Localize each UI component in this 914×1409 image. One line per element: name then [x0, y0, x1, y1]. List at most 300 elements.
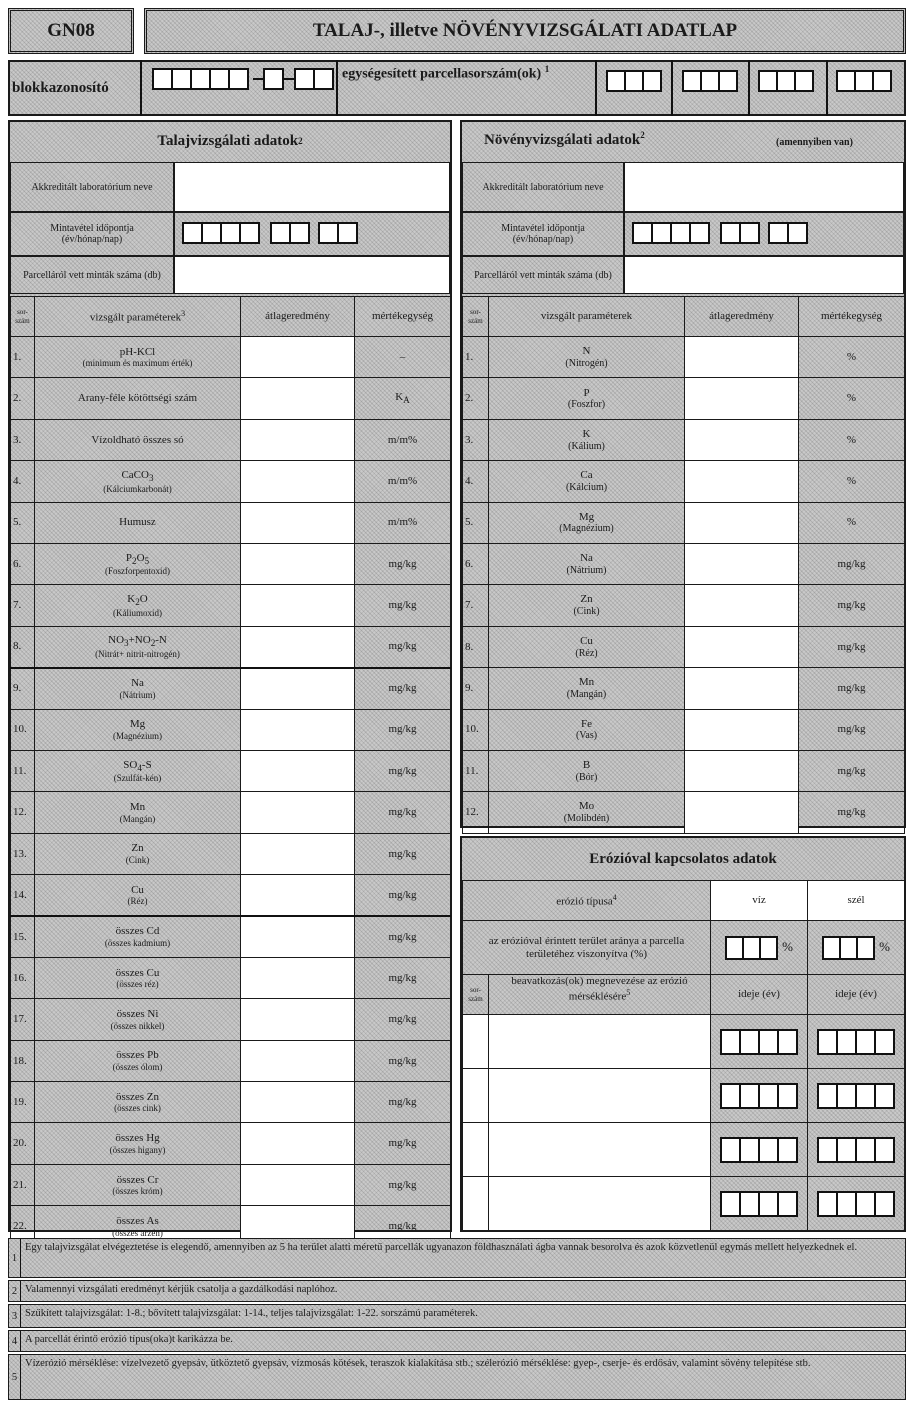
soil-row-unit: mg/kg	[355, 1082, 451, 1123]
soil-row-result-input[interactable]	[241, 957, 355, 998]
plant-row-param	[489, 419, 685, 460]
erosion-time-wind: ideje (év)	[808, 975, 905, 1015]
soil-row-unit: mg/kg	[355, 875, 451, 916]
plant-row-name: Mn	[578, 676, 595, 689]
soil-row-param	[35, 337, 241, 378]
plant-row	[463, 543, 905, 584]
soil-row-name: $K_2O$	[127, 593, 148, 608]
plant-row	[463, 419, 905, 460]
plant-row	[463, 750, 905, 791]
soil-row	[11, 1164, 451, 1205]
soil-row	[11, 626, 451, 667]
soil-date-label-text: Mintavétel időpontja (év/hónap/nap)	[50, 223, 134, 245]
erosion-measure-name-input[interactable]	[489, 1123, 711, 1177]
plant-row-sub: (Vas)	[575, 730, 598, 742]
soil-lab-label	[10, 162, 174, 212]
soil-row-sub: (Réz)	[127, 896, 148, 907]
soil-title-text: Talajvizsgálati adatok	[157, 132, 299, 149]
soil-samples-input[interactable]	[174, 256, 450, 294]
erosion-measure-wind-year-input[interactable]	[810, 1083, 902, 1109]
plant-row-result-input[interactable]	[685, 792, 799, 833]
soil-row-name: összes Ni	[116, 1007, 159, 1020]
soil-row-unit: m/m%	[355, 419, 451, 460]
soil-row-unit: $K_A$	[355, 378, 451, 419]
erosion-measure-sup: 5	[626, 987, 631, 997]
soil-row-param	[35, 833, 241, 874]
soil-row-result-input[interactable]	[241, 585, 355, 626]
soil-samples-label	[10, 256, 174, 294]
plant-row-unit: %	[799, 502, 905, 543]
footnote-num: 5	[9, 1355, 21, 1399]
soil-row-unit: m/m%	[355, 502, 451, 543]
soil-row-name: Humusz	[119, 516, 156, 529]
parcel-input-4[interactable]	[836, 70, 892, 92]
footnote-num: 1	[9, 1239, 21, 1277]
erosion-measure-water-year-input[interactable]	[713, 1029, 805, 1055]
footnote-4	[8, 1330, 906, 1352]
soil-row-name: összes Hg	[115, 1132, 160, 1145]
footnote-text: Szűkített talajvizsgálat: 1-8.; bővített talajvizsgálat: 1-14., teljes talajvizsgálat: 1-22. sorszámú paraméterek.	[25, 1308, 478, 1319]
erosion-ratio-label: az erózióval érintett terület aránya a parcella területéhez viszonyítva (%)	[463, 921, 711, 975]
plant-row	[463, 626, 905, 667]
soil-row-sub: (Magnézium)	[113, 730, 162, 741]
footnote-num: 3	[9, 1305, 21, 1327]
plant-row-unit: mg/kg	[799, 543, 905, 584]
soil-row	[11, 585, 451, 626]
plant-row-name: B	[582, 759, 591, 772]
plant-date-label	[462, 212, 624, 256]
soil-row-param	[35, 585, 241, 626]
soil-row-result-input[interactable]	[241, 875, 355, 916]
plant-row-param	[489, 792, 685, 833]
soil-row-unit: mg/kg	[355, 750, 451, 791]
soil-row-name: $SO_4-S$	[123, 758, 152, 773]
plant-row-name: Fe	[581, 717, 592, 730]
soil-date-day[interactable]	[318, 222, 358, 244]
plant-row	[463, 461, 905, 502]
soil-row-result-input[interactable]	[241, 543, 355, 584]
plant-row-unit: mg/kg	[799, 709, 905, 750]
erosion-measure-wind-cell	[808, 1123, 905, 1177]
soil-row-num: 5.	[11, 502, 35, 543]
soil-row-name: pH-KCl	[119, 345, 156, 358]
plant-row-result-input[interactable]	[685, 502, 799, 543]
soil-row-num: 9.	[11, 668, 35, 709]
soil-row-unit: mg/kg	[355, 543, 451, 584]
soil-row-num: 3.	[11, 419, 35, 460]
soil-row-param	[35, 1082, 241, 1123]
soil-row-param	[35, 502, 241, 543]
erosion-percent-water: %	[782, 939, 793, 955]
form-code-text: GN08	[47, 20, 95, 41]
plant-lab-label	[462, 162, 624, 212]
erosion-measure-water-year-input[interactable]	[713, 1137, 805, 1163]
erosion-table	[462, 880, 905, 1231]
plant-row	[463, 792, 905, 833]
soil-row-name: Zn	[131, 842, 144, 855]
soil-row-param	[35, 668, 241, 709]
soil-row-unit: mg/kg	[355, 668, 451, 709]
soil-row	[11, 709, 451, 750]
erosion-measure-num-input[interactable]	[463, 1069, 489, 1123]
soil-row	[11, 378, 451, 419]
soil-row-num: 19.	[11, 1082, 35, 1123]
plant-row	[463, 378, 905, 419]
parcel-label	[342, 64, 549, 83]
soil-row-param	[35, 1040, 241, 1081]
plant-row-num: 4.	[463, 461, 489, 502]
plant-samples-input[interactable]	[624, 256, 904, 294]
soil-row-result-input[interactable]	[241, 1040, 355, 1081]
soil-row-unit: mg/kg	[355, 1164, 451, 1205]
plant-row-param	[489, 668, 685, 709]
footnote-num: 2	[9, 1281, 21, 1301]
soil-row-param	[35, 543, 241, 584]
soil-row-unit: mg/kg	[355, 833, 451, 874]
erosion-measure-name-input[interactable]	[489, 1069, 711, 1123]
erosion-measure-num-input[interactable]	[463, 1177, 489, 1231]
soil-row-result-input[interactable]	[241, 419, 355, 460]
erosion-measure-num-input[interactable]	[463, 1015, 489, 1069]
plant-row-name: N	[582, 345, 591, 358]
erosion-percent-wind: %	[879, 939, 890, 955]
block-id-input[interactable]	[152, 68, 249, 90]
soil-date-month[interactable]	[270, 222, 310, 244]
soil-row-sub: (Foszforpentoxid)	[105, 566, 170, 577]
erosion-measure-water-cell	[711, 1123, 808, 1177]
soil-row-num: 11.	[11, 750, 35, 791]
soil-row-unit: mg/kg	[355, 1123, 451, 1164]
soil-col-unit: mértékegység	[355, 297, 451, 337]
plant-row-unit: %	[799, 378, 905, 419]
erosion-measure-label	[489, 975, 711, 1015]
plant-row-name: Zn	[580, 593, 593, 606]
soil-row-unit: –	[355, 337, 451, 378]
plant-row-num: 8.	[463, 626, 489, 667]
plant-row	[463, 585, 905, 626]
soil-row-num: 13.	[11, 833, 35, 874]
plant-row	[463, 502, 905, 543]
soil-row	[11, 1082, 451, 1123]
plant-row-result-input[interactable]	[685, 668, 799, 709]
plant-row-sub: (Kálcium)	[565, 481, 608, 493]
parcel-input-1[interactable]	[606, 70, 662, 92]
footnote-1	[8, 1238, 906, 1278]
soil-row-unit: mg/kg	[355, 626, 451, 667]
soil-row-unit: mg/kg	[355, 792, 451, 833]
soil-row-unit: m/m%	[355, 461, 451, 502]
soil-row-result-input[interactable]	[241, 833, 355, 874]
erosion-ratio-water-input[interactable]	[725, 936, 778, 960]
erosion-measure-row	[463, 1177, 905, 1231]
soil-row-sub: (összes ólom)	[112, 1061, 163, 1072]
erosion-measure-label-text: beavatkozás(ok) megnevezése az erózió mérséklésére	[511, 975, 688, 1003]
erosion-time-water: ideje (év)	[711, 975, 808, 1015]
plant-row-sub: (Kálium)	[568, 440, 605, 452]
soil-row-param	[35, 1164, 241, 1205]
parcel-label-text: egységesített parcellasorszám(ok)	[342, 66, 542, 82]
soil-row-result-input[interactable]	[241, 1082, 355, 1123]
soil-row-result-input[interactable]	[241, 1123, 355, 1164]
soil-row-sub: (Mangán)	[119, 813, 156, 824]
soil-col-param-sup: 3	[181, 308, 186, 318]
soil-row	[11, 833, 451, 874]
soil-row-num: 8.	[11, 626, 35, 667]
soil-samples-label-text: Parcelláról vett minták száma (db)	[23, 269, 161, 281]
soil-row-result-input[interactable]	[241, 337, 355, 378]
soil-row-sub: (összes nikkel)	[110, 1020, 165, 1031]
plant-note: (amennyiben van)	[776, 137, 853, 148]
soil-row-unit: mg/kg	[355, 916, 451, 957]
erosion-title: Erózióval kapcsolatos adatok	[589, 850, 777, 867]
soil-row-num: 12.	[11, 792, 35, 833]
plant-row-unit: mg/kg	[799, 668, 905, 709]
soil-row-name: összes Cr	[116, 1173, 159, 1186]
plant-row-sub: (Cink)	[573, 606, 600, 618]
soil-date-label	[10, 212, 174, 256]
soil-row	[11, 957, 451, 998]
plant-row-name: P	[583, 386, 590, 399]
soil-date-year[interactable]	[182, 222, 260, 244]
soil-row-num: 15.	[11, 916, 35, 957]
soil-row-name: Vízoldható összes só	[91, 433, 184, 446]
soil-row-result-input[interactable]	[241, 709, 355, 750]
soil-row-num: 1.	[11, 337, 35, 378]
soil-row-unit: mg/kg	[355, 585, 451, 626]
soil-col-param	[35, 297, 241, 337]
soil-row-result-input[interactable]	[241, 668, 355, 709]
erosion-measure-water-year-input[interactable]	[713, 1083, 805, 1109]
soil-row	[11, 502, 451, 543]
soil-row	[11, 792, 451, 833]
soil-row-param	[35, 419, 241, 460]
plant-row-result-input[interactable]	[685, 378, 799, 419]
soil-row-name: összes Cu	[115, 966, 160, 979]
plant-col-unit: mértékegység	[799, 297, 905, 337]
plant-title	[484, 130, 645, 149]
plant-lab-label-text: Akkreditált laboratórium neve	[482, 181, 604, 193]
soil-row-param	[35, 626, 241, 667]
plant-row-result-input[interactable]	[685, 543, 799, 584]
soil-row-result-input[interactable]	[241, 461, 355, 502]
soil-row-name: $P_2O_5$	[125, 551, 150, 566]
plant-row-param	[489, 709, 685, 750]
soil-row	[11, 999, 451, 1040]
soil-row-sub: (Nitrát+ nitrit-nitrogén)	[95, 648, 180, 659]
soil-row	[11, 668, 451, 709]
erosion-measure-row	[463, 1069, 905, 1123]
erosion-measure-wind-year-input[interactable]	[810, 1029, 902, 1055]
erosion-measure-num-input[interactable]	[463, 1123, 489, 1177]
plant-date-month[interactable]	[720, 222, 760, 244]
soil-col-param-text: vizsgált paraméterek	[89, 311, 182, 324]
soil-row-num: 10.	[11, 709, 35, 750]
plant-row-result-input[interactable]	[685, 750, 799, 791]
soil-row-param	[35, 792, 241, 833]
plant-row-unit: mg/kg	[799, 585, 905, 626]
plant-row-num: 1.	[463, 337, 489, 378]
erosion-measure-water-cell	[711, 1069, 808, 1123]
erosion-type-label	[463, 881, 711, 921]
soil-row-sub: (összes króm)	[112, 1186, 163, 1197]
parcel-input-2[interactable]	[682, 70, 738, 92]
plant-title-sup: 2	[640, 130, 645, 140]
plant-row-num: 2.	[463, 378, 489, 419]
footnote-num: 4	[9, 1331, 21, 1351]
erosion-measure-wind-year-input[interactable]	[810, 1191, 902, 1217]
soil-row-sub: (Nátrium)	[119, 689, 156, 700]
plant-samples-label-text: Parcelláról vett minták száma (db)	[474, 269, 612, 281]
soil-row-unit: mg/kg	[355, 999, 451, 1040]
soil-row-result-input[interactable]	[241, 378, 355, 419]
plant-date-year[interactable]	[632, 222, 710, 244]
erosion-measure-row	[463, 1015, 905, 1069]
plant-row-num: 12.	[463, 792, 489, 833]
footnote-text: Vízerózió mérséklése: vízelvezető gyepsáv, ütköztető gyepsáv, vízmosás kötések, teraszok kialakítása stb.; szélerózió mérséklése: gyep-, cserje- és erdősáv, valamint sövény telepítése stb.	[25, 1358, 811, 1369]
erosion-measure-wind-year-input[interactable]	[810, 1137, 902, 1163]
plant-row-sub: (Foszfor)	[567, 399, 606, 411]
form-title-text: TALAJ-, illetve NÖVÉNYVIZSGÁLATI ADATLAP	[312, 20, 738, 41]
form-code	[8, 8, 134, 54]
erosion-measure-wind-cell	[808, 1177, 905, 1231]
soil-row-unit: mg/kg	[355, 1206, 451, 1247]
plant-date-label-text: Mintavétel időpontja (év/hónap/nap)	[501, 223, 585, 245]
soil-row	[11, 337, 451, 378]
parcel-input-3[interactable]	[758, 70, 814, 92]
plant-row-result-input[interactable]	[685, 337, 799, 378]
plant-row-num: 7.	[463, 585, 489, 626]
soil-row-result-input[interactable]	[241, 626, 355, 667]
soil-row-sub: (Cink)	[125, 855, 150, 866]
soil-row-result-input[interactable]	[241, 750, 355, 791]
soil-row-sub: (minimum és maximum érték)	[82, 358, 193, 369]
plant-col-num: sor-szám	[463, 297, 489, 337]
soil-row-result-input[interactable]	[241, 1164, 355, 1205]
soil-row	[11, 750, 451, 791]
block-id-input-2[interactable]	[263, 68, 284, 90]
plant-row-result-input[interactable]	[685, 461, 799, 502]
plant-row-num: 5.	[463, 502, 489, 543]
erosion-measure-water-year-input[interactable]	[713, 1191, 805, 1217]
soil-row-unit: mg/kg	[355, 1040, 451, 1081]
plant-row-sub: (Réz)	[575, 647, 598, 659]
soil-row	[11, 875, 451, 916]
block-id-input-3[interactable]	[294, 68, 334, 90]
plant-row-unit: %	[799, 461, 905, 502]
plant-col-avg: átlageredmény	[685, 297, 799, 337]
plant-row-param	[489, 378, 685, 419]
soil-row-result-input[interactable]	[241, 792, 355, 833]
plant-row-param	[489, 543, 685, 584]
plant-row-result-input[interactable]	[685, 419, 799, 460]
soil-row-param	[35, 999, 241, 1040]
soil-title	[10, 126, 450, 156]
soil-row-param	[35, 957, 241, 998]
plant-lab-input[interactable]	[624, 162, 904, 212]
plant-row-result-input[interactable]	[685, 709, 799, 750]
erosion-ratio-water	[711, 921, 808, 975]
footnote-text: Egy talajvizsgálat elvégeztetése is elegendő, amennyiben az 5 ha terület alatti méretű parcellák ugyanazon földhasználati ágba vannak besorolva és azok közvetlenül egymás mellett helyezkednek el.	[25, 1242, 858, 1253]
plant-date-day[interactable]	[768, 222, 808, 244]
soil-row-sub: (Káliumoxid)	[113, 607, 162, 618]
soil-row	[11, 419, 451, 460]
soil-row-num: 21.	[11, 1164, 35, 1205]
erosion-measure-name-input[interactable]	[489, 1177, 711, 1231]
plant-row-unit: %	[799, 419, 905, 460]
soil-row-num: 4.	[11, 461, 35, 502]
footnote-2	[8, 1280, 906, 1302]
plant-row	[463, 337, 905, 378]
soil-row	[11, 916, 451, 957]
erosion-measure-name-input[interactable]	[489, 1015, 711, 1069]
plant-row-param	[489, 461, 685, 502]
soil-row	[11, 1123, 451, 1164]
soil-row-name: Mg	[129, 718, 146, 731]
plant-row-param	[489, 750, 685, 791]
soil-title-sup: 2	[298, 136, 303, 146]
soil-row-unit: mg/kg	[355, 957, 451, 998]
erosion-type-water[interactable]: víz	[711, 881, 808, 921]
soil-row-result-input[interactable]	[241, 502, 355, 543]
plant-row-sub: (Bór)	[575, 771, 598, 783]
soil-row-param	[35, 378, 241, 419]
plant-row-name: Mo	[578, 800, 595, 813]
soil-row	[11, 461, 451, 502]
erosion-measure-row	[463, 1123, 905, 1177]
soil-row	[11, 1040, 451, 1081]
erosion-type-wind[interactable]: szél	[808, 881, 905, 921]
soil-row-sub: (Szulfát-kén)	[113, 773, 162, 784]
soil-row-result-input[interactable]	[241, 999, 355, 1040]
plant-row-name: Cu	[580, 634, 593, 647]
parcel-label-sup: 1	[544, 64, 550, 74]
soil-row-num: 7.	[11, 585, 35, 626]
soil-row-sub: (összes réz)	[116, 979, 159, 990]
soil-row-sub: (Kálciumkarbonát)	[103, 483, 172, 494]
erosion-measure-wind-cell	[808, 1069, 905, 1123]
plant-row-sub: (Molibdén)	[563, 813, 610, 825]
block-id-label: blokkazonosító	[12, 80, 109, 96]
form-title	[144, 8, 906, 54]
soil-row-num: 16.	[11, 957, 35, 998]
soil-row-param	[35, 916, 241, 957]
soil-row-result-input[interactable]	[241, 916, 355, 957]
plant-row-unit: mg/kg	[799, 792, 905, 833]
soil-row-param	[35, 461, 241, 502]
plant-row-result-input[interactable]	[685, 585, 799, 626]
soil-row-name: Arany-féle kötöttségi szám	[77, 392, 198, 405]
footnote-3	[8, 1304, 906, 1328]
plant-row-num: 3.	[463, 419, 489, 460]
plant-table	[462, 296, 905, 834]
soil-row-num: 14.	[11, 875, 35, 916]
soil-row-name: összes Pb	[116, 1049, 159, 1062]
soil-row-sub: (összes kadmium)	[104, 938, 171, 949]
plant-row-unit: %	[799, 337, 905, 378]
soil-row-sub: (összes higany)	[109, 1144, 166, 1155]
soil-row-num: 20.	[11, 1123, 35, 1164]
soil-row-name: összes Zn	[115, 1090, 160, 1103]
plant-row-result-input[interactable]	[685, 626, 799, 667]
plant-row-name: Mg	[578, 510, 595, 523]
soil-row-param	[35, 1123, 241, 1164]
soil-row-num: 17.	[11, 999, 35, 1040]
soil-row-sub: (összes cink)	[114, 1103, 161, 1114]
soil-table	[10, 296, 451, 1248]
soil-lab-input[interactable]	[174, 162, 450, 212]
footnote-text: A parcellát érintő erózió típus(oka)t karikázza be.	[25, 1334, 233, 1345]
erosion-ratio-wind-input[interactable]	[822, 936, 875, 960]
